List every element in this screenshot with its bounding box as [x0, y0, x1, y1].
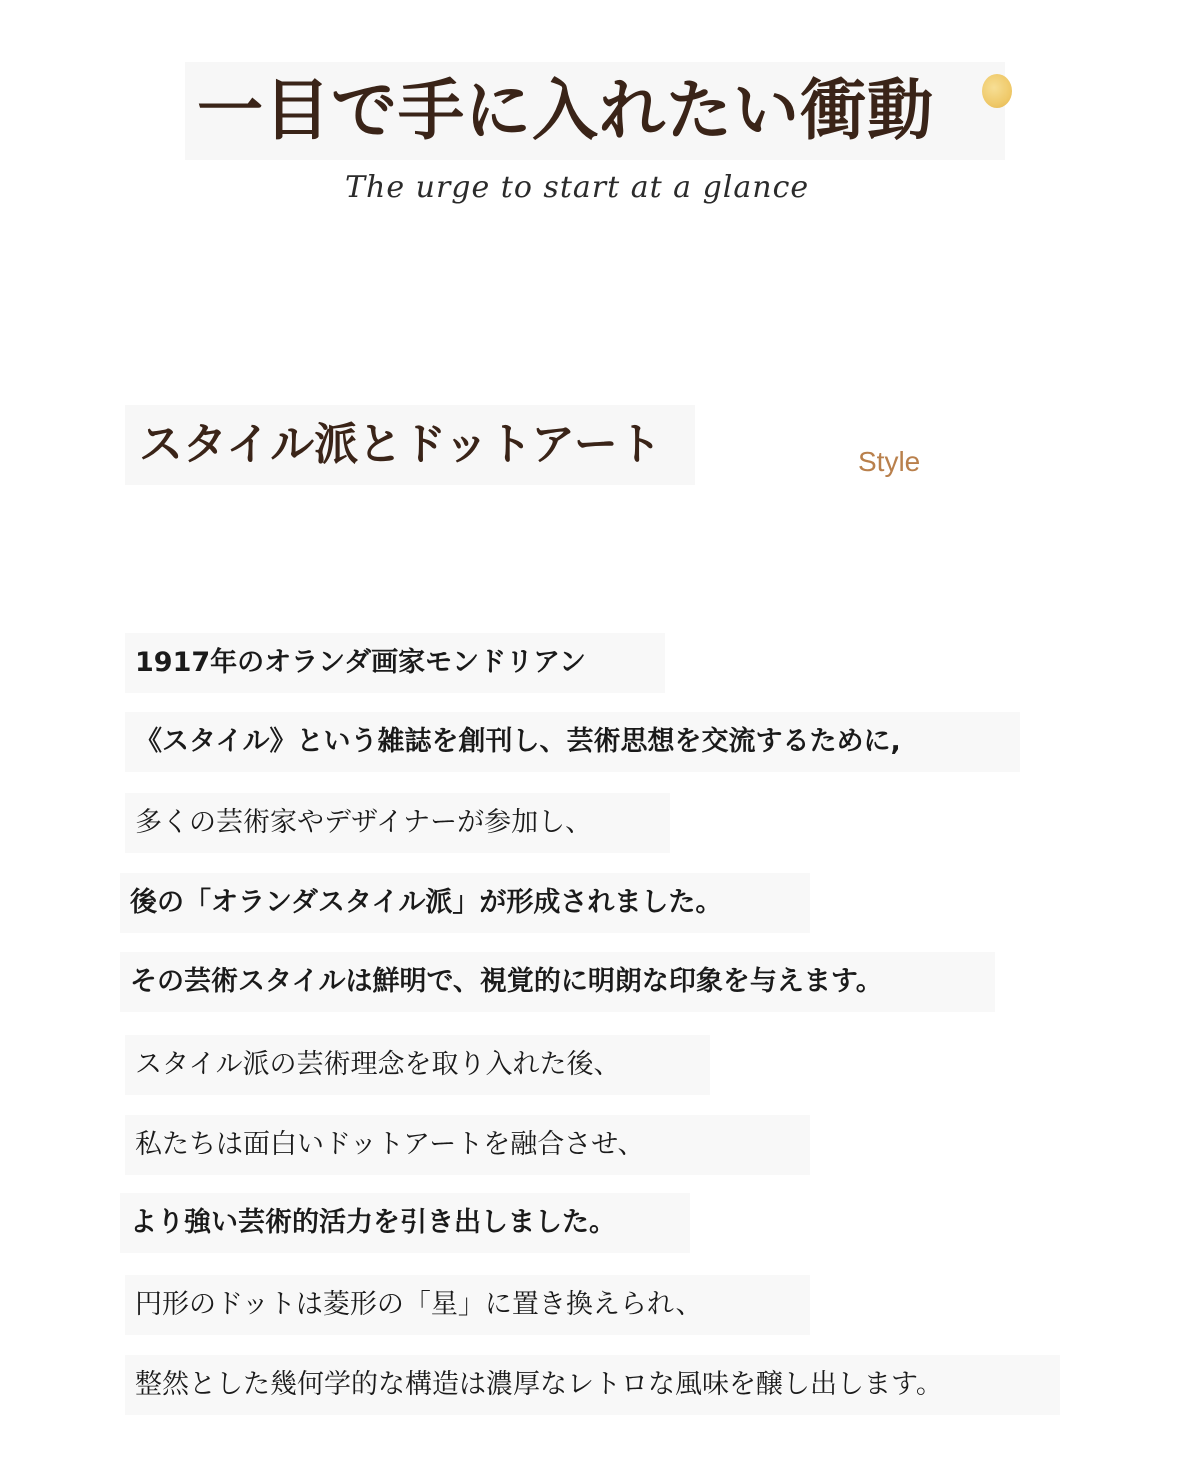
body-line-6: スタイル派の芸術理念を取り入れた後、: [125, 1035, 710, 1095]
body-line-10: 整然とした幾何学的な構造は濃厚なレトロな風味を醸し出します。: [125, 1355, 1060, 1415]
body-line-3: 多くの芸術家やデザイナーが参加し、: [125, 793, 670, 853]
body-line-4: 後の「オランダスタイル派」が形成されました。: [120, 873, 810, 933]
header: [0, 0, 1200, 240]
body-line-2: 《スタイル》という雑誌を創刊し、芸術思想を交流するために,: [125, 712, 1020, 772]
body-line-5: その芸術スタイルは鮮明で、視覚的に明朗な印象を与えます。: [120, 952, 995, 1012]
section-tag: Style: [858, 446, 921, 477]
page-subtitle: The urge to start at a glance: [345, 170, 810, 205]
body-line-8: より強い芸術的活力を引き出しました。: [120, 1193, 690, 1253]
yellow-dot-decoration: [982, 74, 1012, 108]
body-line-7: 私たちは面白いドットアートを融合させ、: [125, 1115, 810, 1175]
body-line-1: 1917年のオランダ画家モンドリアン: [125, 633, 665, 693]
page-title: 一目で手に入れたい衝動: [185, 62, 1005, 160]
section-heading: スタイル派とドットアート: [125, 405, 695, 485]
body-line-9: 円形のドットは菱形の「星」に置き換えられ、: [125, 1275, 810, 1335]
